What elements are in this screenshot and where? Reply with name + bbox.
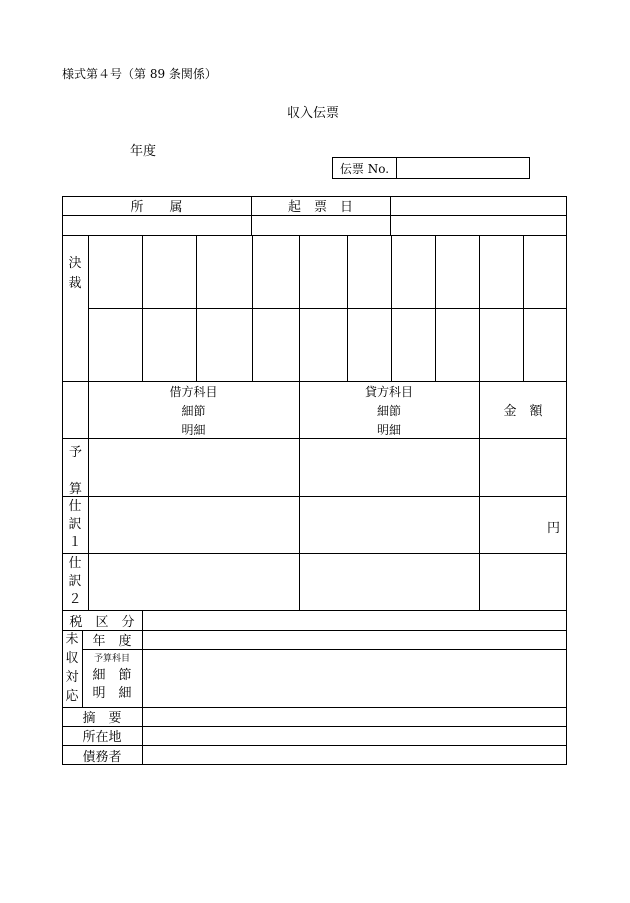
voucher-number-box: [332, 157, 530, 179]
unpaid-budget-item-label: 予算科目 細 節 明 細: [92, 654, 132, 701]
document-title: 収入伝票: [287, 106, 340, 121]
debtor-label: 債務者: [82, 749, 122, 765]
voucher-number-label: 伝票 No.: [333, 158, 397, 178]
debit-account-header: 借方科目 細節 明細: [169, 385, 218, 437]
form-number: 様式第４号（第 89 条関係）: [62, 67, 217, 81]
summary-label: 摘 要: [82, 711, 122, 726]
department-header: 所 属: [130, 200, 183, 215]
fiscal-year-label: 年度: [130, 144, 157, 159]
address-label: 所在地: [82, 730, 122, 745]
entry2-label: 仕 訳 ２: [68, 556, 82, 607]
voucher-number-field[interactable]: [397, 158, 529, 178]
unpaid-handling-label: 未 収 対 応: [65, 632, 79, 704]
amount-header: 金 額: [503, 404, 543, 419]
approval-label: 決 裁: [68, 256, 82, 291]
budget-label: 予 算: [69, 445, 83, 497]
yen-unit: 円: [547, 521, 561, 536]
tax-classification-label: 税 区 分: [69, 614, 135, 630]
unpaid-year-label: 年 度: [92, 634, 132, 649]
credit-account-header: 貸方科目 細節 明細: [364, 385, 413, 437]
entry1-label: 仕 訳 １: [68, 499, 82, 550]
issue-date-header: 起 票 日: [287, 200, 353, 215]
